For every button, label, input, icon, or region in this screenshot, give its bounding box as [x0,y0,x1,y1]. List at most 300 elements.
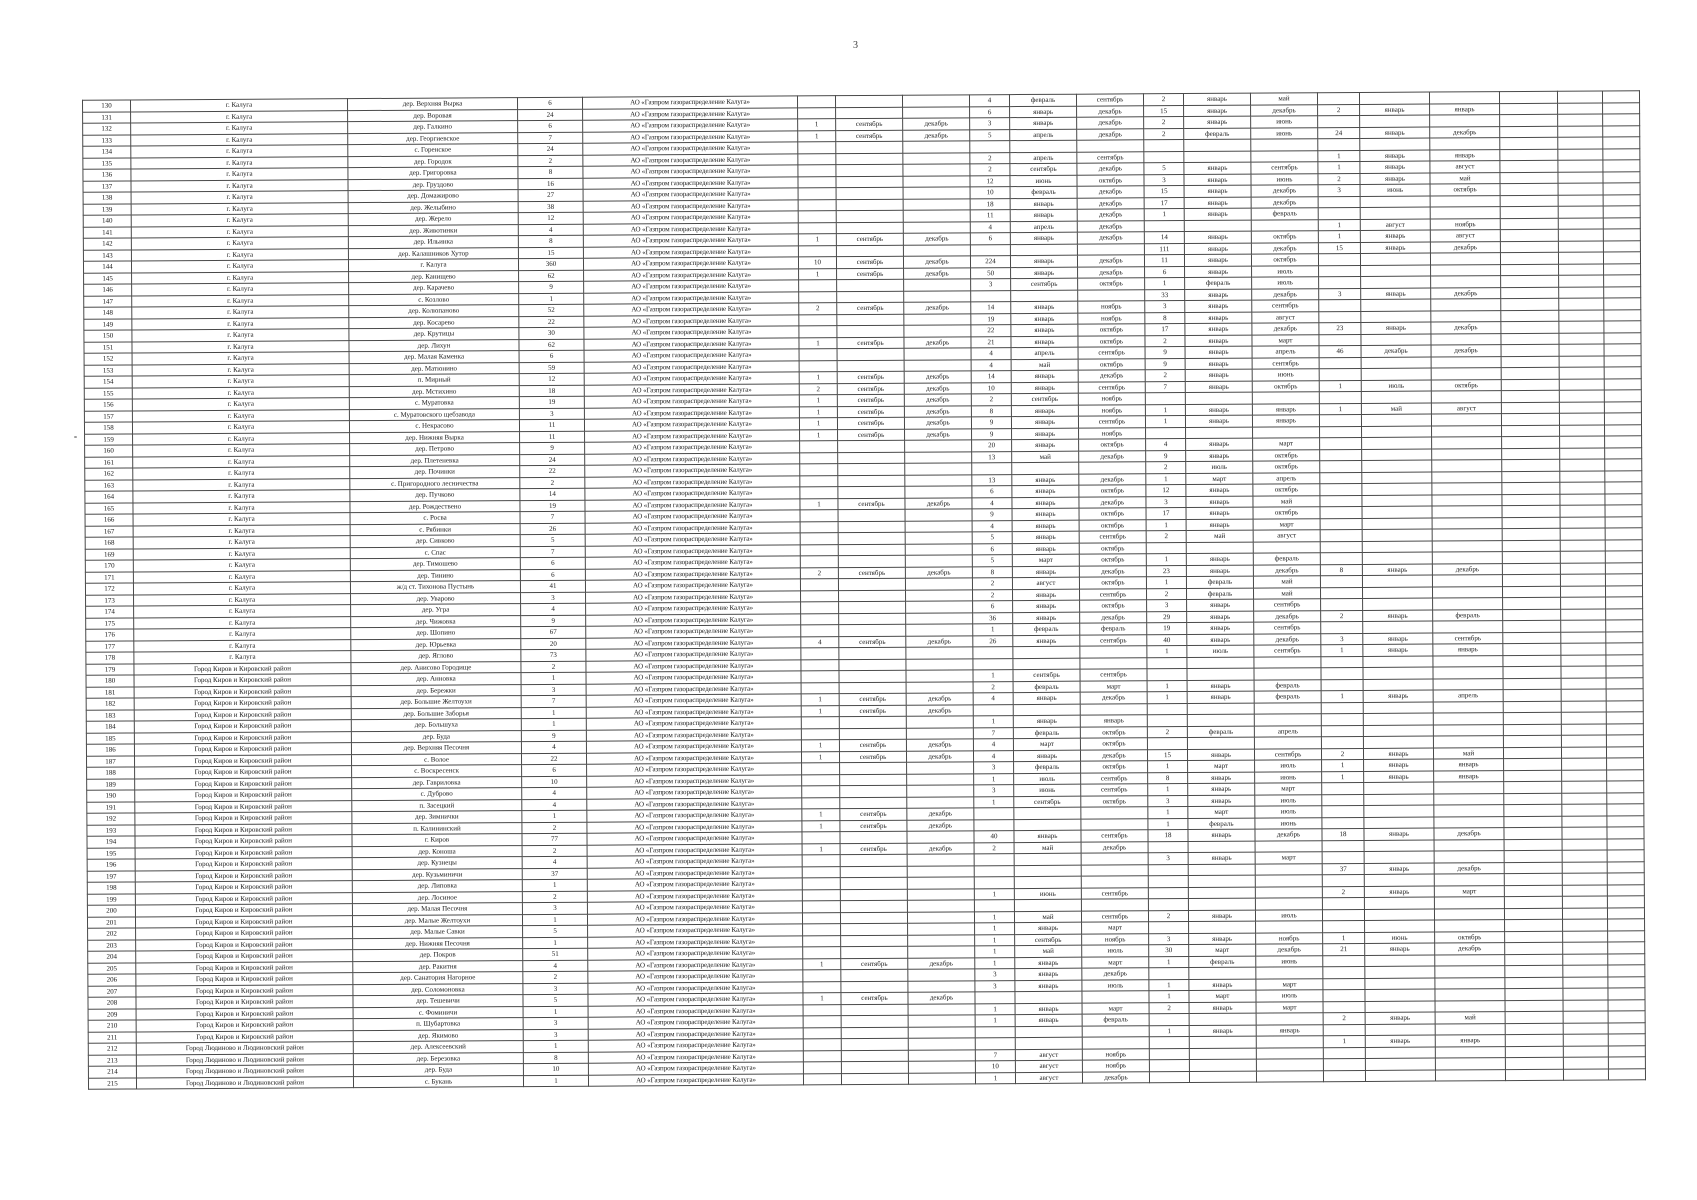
period1-count-cell [800,510,838,522]
period3-month-to-cell: ноябрь [1256,932,1323,944]
period4-count-cell [1320,575,1362,587]
connections-count-cell: 6 [520,557,585,569]
period2-month-to-cell: декабрь [1077,197,1144,209]
period2-count-cell: 2 [973,681,1013,693]
period3-month-from-cell: январь [1184,231,1251,243]
row-number-cell: 166 [85,514,133,526]
empty-cell [1562,861,1607,873]
period2-count-cell: 9 [972,428,1012,440]
period4-month-to-cell [1429,92,1499,104]
period4-count-cell: 1 [1318,150,1360,162]
period2-month-to-cell: ноябрь [1078,404,1145,416]
connections-count-cell: 3 [519,408,584,420]
district-cell: г. Калуга [131,237,348,250]
period4-month-from-cell [1361,299,1431,311]
period1-month-to-cell [904,313,971,325]
empty-cell [1608,976,1645,988]
row-number-cell: 184 [86,721,134,733]
period1-month-from-cell: сентябрь [836,233,903,245]
period2-month-to-cell: сентябрь [1077,151,1144,163]
period4-count-cell: 21 [1323,943,1365,955]
period2-count-cell: 224 [970,256,1010,268]
row-number-cell: 160 [85,445,133,457]
period4-count-cell [1322,805,1364,817]
period3-month-to-cell [1254,737,1321,749]
row-number-cell: 214 [88,1066,136,1078]
period4-count-cell: 46 [1319,345,1361,357]
period3-count-cell: 29 [1147,611,1187,623]
empty-cell [1608,953,1645,965]
settlement-cell: ж/д ст. Тихонова Пустынь [350,581,520,594]
period2-month-to-cell: сентябрь [1076,94,1143,106]
period1-month-to-cell [904,359,971,371]
empty-cell [1606,746,1643,758]
settlement-cell: дер. Домажирово [348,190,518,203]
period1-count-cell [802,774,840,786]
period2-month-to-cell [1079,462,1146,474]
period4-month-from-cell [1365,1058,1435,1070]
period4-count-cell [1320,518,1362,530]
period2-month-to-cell [1078,289,1145,301]
empty-cell [1608,1045,1645,1057]
settlement-cell: п. Шубартовка [353,1018,523,1031]
district-cell: г. Калуга [131,214,348,227]
empty-cell [1505,1069,1563,1081]
connections-count-cell: 18 [519,385,584,397]
period2-month-from-cell: сентябрь [1014,796,1081,808]
period2-month-to-cell: декабрь [1077,255,1144,267]
empty-cell [1604,378,1641,390]
empty-cell [1603,102,1640,114]
period1-count-cell: 4 [801,636,839,648]
period2-month-from-cell: январь [1012,543,1079,555]
period1-count-cell [800,487,838,499]
period3-month-from-cell: январь [1188,783,1255,795]
settlement-cell: дер. Липовка [352,880,522,893]
period3-month-from-cell: январь [1185,289,1252,301]
row-number-cell: 134 [83,146,131,158]
period3-month-to-cell: апрель [1254,725,1321,737]
row-number-cell: 149 [84,318,132,330]
period3-count-cell: 1 [1149,979,1189,991]
period4-month-to-cell: ноябрь [1430,218,1500,230]
period4-month-from-cell [1362,529,1432,541]
period2-count-cell: 1 [974,796,1014,808]
period2-month-to-cell: сентябрь [1081,772,1148,784]
period3-month-to-cell: январь [1256,1024,1323,1036]
period1-month-from-cell [836,245,903,257]
period4-month-to-cell [1435,966,1505,978]
period2-month-from-cell: февраль [1013,623,1080,635]
period1-month-from-cell [840,854,907,866]
period1-month-to-cell [908,934,975,946]
empty-cell [1604,298,1641,310]
period2-month-from-cell: январь [1012,566,1079,578]
period4-month-to-cell: апрель [1433,690,1503,702]
period4-count-cell [1322,851,1364,863]
period2-count-cell [970,244,1010,256]
period1-count-cell [802,797,840,809]
period4-month-from-cell [1365,920,1435,932]
period1-month-from-cell: сентябрь [839,705,906,717]
period4-month-to-cell [1432,575,1502,587]
period2-count-cell: 4 [972,520,1012,532]
organization-cell: АО «Газпром газораспределение Калуга» [587,774,802,787]
period2-count-cell: 4 [973,750,1013,762]
period2-month-from-cell: январь [1012,485,1079,497]
district-cell: Город Киров и Кировский район [134,720,351,733]
period4-month-to-cell [1435,920,1505,932]
district-cell: г. Калуга [133,501,350,514]
period4-month-to-cell [1433,724,1503,736]
period2-month-to-cell: июль [1082,979,1149,991]
empty-cell [1603,171,1640,183]
period3-count-cell [1144,151,1184,163]
empty-cell [1558,183,1603,195]
connections-count-cell: 1 [523,1075,588,1087]
settlement-cell: дер. Калашников Хутор [348,247,518,260]
period2-count-cell: 5 [970,129,1010,141]
empty-cell [1560,585,1605,597]
empty-cell [1501,413,1559,425]
period4-count-cell [1323,966,1365,978]
settlement-cell: дер. Малые Желтоухи [352,914,522,927]
period4-month-to-cell: октябрь [1435,931,1505,943]
period2-month-from-cell: январь [1011,370,1078,382]
period1-month-to-cell [907,773,974,785]
empty-cell [1603,194,1640,206]
period4-month-to-cell: январь [1434,770,1504,782]
period4-month-from-cell [1362,518,1432,530]
period4-month-from-cell: январь [1364,863,1434,875]
empty-cell [1563,1068,1608,1080]
period1-count-cell [801,659,839,671]
period3-month-from-cell [1187,703,1254,715]
settlement-cell: дер. Канищево [349,270,519,283]
period3-count-cell: 1 [1149,956,1189,968]
period4-month-to-cell [1434,908,1504,920]
row-number-cell: 190 [87,790,135,802]
empty-cell [1560,574,1605,586]
settlement-cell: дер. Малые Савки [353,926,523,939]
period2-month-from-cell: январь [1011,336,1078,348]
period1-month-from-cell [838,452,905,464]
period4-month-from-cell [1362,506,1432,518]
period2-count-cell: 1 [975,1003,1015,1015]
period2-count-cell: 4 [969,95,1009,107]
period4-month-from-cell: август [1360,219,1430,231]
page-number: 3 [853,40,858,51]
period1-month-from-cell [837,360,904,372]
district-cell: г. Калуга [132,352,349,365]
settlement-cell: дер. Пучково [350,489,520,502]
row-number-cell: 215 [88,1077,136,1089]
empty-cell [1603,206,1640,218]
connections-count-cell: 2 [521,661,586,673]
empty-cell [1500,252,1558,264]
connections-count-cell: 7 [520,546,585,558]
period1-month-from-cell [837,314,904,326]
period3-month-from-cell [1188,887,1255,899]
period4-month-to-cell [1432,448,1502,460]
period2-month-from-cell: январь [1011,405,1078,417]
period3-count-cell: 11 [1144,255,1184,267]
connections-count-cell: 4 [521,603,586,615]
period2-month-from-cell [1014,853,1081,865]
period3-month-to-cell: июль [1256,990,1323,1002]
district-cell: Город Киров и Кировский район [135,892,352,905]
empty-cell [1501,310,1559,322]
empty-cell [1563,1022,1608,1034]
period3-month-to-cell [1256,1059,1323,1071]
period1-month-to-cell: декабрь [906,635,973,647]
empty-cell [1500,206,1558,218]
period4-count-cell: 15 [1318,242,1360,254]
period2-month-to-cell: сентябрь [1081,887,1148,899]
organization-cell: АО «Газпром газораспределение Калуга» [584,406,799,419]
period4-month-from-cell [1363,621,1433,633]
period3-count-cell: 2 [1147,726,1187,738]
period2-count-cell: 6 [972,543,1012,555]
period1-month-from-cell [835,95,902,107]
period1-count-cell [800,452,838,464]
period1-month-from-cell: сентябрь [837,268,904,280]
period1-month-from-cell [841,1004,908,1016]
period4-month-to-cell [1431,414,1501,426]
organization-cell: АО «Газпром газораспределение Калуга» [587,797,802,810]
period1-count-cell [803,935,841,947]
empty-cell [1503,620,1561,632]
district-cell: г. Калуга [132,306,349,319]
period3-month-to-cell: октябрь [1251,254,1318,266]
empty-cell [1607,873,1644,885]
empty-cell [1604,275,1641,287]
empty-cell [1504,873,1562,885]
period4-month-from-cell: январь [1360,104,1430,116]
period3-count-cell: 4 [1146,439,1186,451]
period2-month-to-cell: ноябрь [1078,301,1145,313]
period4-month-to-cell [1434,874,1504,886]
period1-count-cell [801,682,839,694]
period1-month-from-cell [837,291,904,303]
period4-month-to-cell [1432,529,1502,541]
empty-cell [1606,723,1643,735]
period4-count-cell [1321,713,1363,725]
organization-cell: АО «Газпром газораспределение Калуга» [584,418,799,431]
period1-month-from-cell: сентябрь [839,739,906,751]
period4-month-from-cell [1363,713,1433,725]
empty-cell [1559,355,1604,367]
period4-count-cell [1321,736,1363,748]
period3-count-cell: 2 [1143,94,1183,106]
period2-month-to-cell: сентябрь [1078,381,1145,393]
period3-month-from-cell: январь [1185,312,1252,324]
period2-month-to-cell: октябрь [1079,519,1146,531]
settlement-cell: дер. Косарево [349,316,519,329]
district-cell: Город Людиново и Людиновский район [136,1076,353,1089]
district-cell: Город Киров и Кировский район [134,662,351,675]
empty-cell [1605,459,1642,471]
empty-cell [1500,229,1558,241]
period3-month-from-cell: январь [1187,622,1254,634]
empty-cell [1501,379,1559,391]
period1-count-cell [797,96,835,108]
period3-month-from-cell: январь [1186,507,1253,519]
period1-count-cell [801,590,839,602]
empty-cell [1560,459,1605,471]
connections-count-cell: 2 [522,822,587,834]
period4-count-cell [1322,909,1364,921]
empty-cell [1561,677,1606,689]
row-number-cell: 148 [84,307,132,319]
district-cell: Город Киров и Кировский район [136,938,353,951]
period3-count-cell: 30 [1149,945,1189,957]
period4-count-cell: 2 [1322,886,1364,898]
period4-count-cell [1319,368,1361,380]
period4-month-to-cell [1433,701,1503,713]
period1-count-cell [798,165,836,177]
district-cell: г. Калуга [133,432,350,445]
period1-count-cell [798,153,836,165]
period1-month-from-cell [840,912,907,924]
period2-month-from-cell: январь [1011,301,1078,313]
connections-count-cell: 360 [518,258,583,270]
period1-month-to-cell: декабрь [907,808,974,820]
period4-month-from-cell: январь [1360,161,1430,173]
period2-count-cell: 10 [970,187,1010,199]
organization-cell: АО «Газпром газораспределение Калуга» [583,222,798,235]
period2-count-cell: 1 [975,946,1015,958]
period4-month-to-cell [1431,391,1501,403]
period1-month-to-cell [903,106,970,118]
period4-month-from-cell [1360,253,1430,265]
settlement-cell: дер. Петрово [350,443,520,456]
period4-month-to-cell [1431,356,1501,368]
period4-count-cell [1323,1047,1365,1059]
period3-month-from-cell: февраль [1187,726,1254,738]
period2-month-from-cell: январь [1012,474,1079,486]
settlement-cell: дер. Анновка [351,673,521,686]
period2-count-cell: 4 [970,221,1010,233]
settlement-cell: дер. Галкино [348,121,518,134]
empty-cell [1500,114,1558,126]
period2-count-cell: 1 [974,888,1014,900]
period4-month-to-cell [1432,460,1502,472]
period3-count-cell [1147,703,1187,715]
row-number-cell: 143 [83,249,131,261]
period1-count-cell [798,199,836,211]
period3-month-from-cell: январь [1186,519,1253,531]
period1-count-cell [802,912,840,924]
period2-count-cell: 26 [973,635,1013,647]
period3-count-cell: 8 [1145,312,1185,324]
period1-count-cell: 1 [800,498,838,510]
empty-cell [1502,436,1560,448]
row-number-cell: 167 [85,525,133,537]
period3-count-cell: 2 [1144,117,1184,129]
empty-cell [1561,631,1606,643]
district-cell: Город Киров и Кировский район [134,731,351,744]
empty-cell [1559,275,1604,287]
period4-month-to-cell: февраль [1433,609,1503,621]
period4-month-to-cell: август [1430,230,1500,242]
empty-cell [1608,1022,1645,1034]
empty-cell [1605,505,1642,517]
period1-count-cell: 1 [801,751,839,763]
period4-month-from-cell [1362,575,1432,587]
period4-count-cell [1321,679,1363,691]
period1-month-to-cell [903,244,970,256]
period2-count-cell [973,704,1013,716]
period2-count-cell: 6 [970,106,1010,118]
period4-month-to-cell [1434,897,1504,909]
district-cell: г. Калуга [130,99,347,112]
period3-count-cell: 1 [1148,818,1188,830]
period2-month-to-cell: декабрь [1080,692,1147,704]
connections-count-cell: 9 [520,442,585,454]
period1-month-to-cell: декабрь [903,256,970,268]
empty-cell [1602,91,1639,103]
period2-count-cell [975,1026,1015,1038]
settlement-cell: дер. Ракитня [353,960,523,973]
empty-cell [1608,965,1645,977]
connections-count-cell: 10 [522,776,587,788]
period4-month-from-cell [1364,851,1434,863]
period2-month-to-cell: март [1082,956,1149,968]
period3-count-cell: 3 [1144,174,1184,186]
period4-month-from-cell [1363,667,1433,679]
period3-count-cell: 2 [1149,1002,1189,1014]
period2-month-from-cell: август [1012,577,1079,589]
period3-count-cell: 2 [1146,462,1186,474]
period1-month-from-cell [840,889,907,901]
connections-count-cell: 9 [521,615,586,627]
period2-month-to-cell [1081,818,1148,830]
period4-month-to-cell [1433,678,1503,690]
period2-month-from-cell [1015,1026,1082,1038]
period3-month-to-cell [1256,921,1323,933]
period3-month-to-cell: июль [1255,909,1322,921]
period3-month-to-cell: март [1256,1001,1323,1013]
district-cell: Город Киров и Кировский район [134,743,351,756]
empty-cell [1559,367,1604,379]
period3-month-from-cell: март [1188,806,1255,818]
period3-month-from-cell: январь [1186,553,1253,565]
period4-count-cell [1323,1001,1365,1013]
row-number-cell: 169 [85,548,133,560]
period2-month-from-cell: январь [1014,830,1081,842]
period3-month-from-cell: январь [1186,484,1253,496]
period4-count-cell [1322,794,1364,806]
period1-month-from-cell [841,1015,908,1027]
period2-month-to-cell: март [1082,1002,1149,1014]
row-number-cell: 137 [83,180,131,192]
period2-month-from-cell: январь [1015,957,1082,969]
district-cell: г. Калуга [131,133,348,146]
period3-month-from-cell [1188,864,1255,876]
period1-count-cell [803,970,841,982]
organization-cell: АО «Газпром газораспределение Калуга» [586,659,801,672]
period3-month-to-cell: июнь [1251,116,1318,128]
period3-month-from-cell: январь [1187,599,1254,611]
settlement-cell: с. Муратовского щебзавода [349,408,519,421]
empty-cell [1603,217,1640,229]
period3-month-to-cell: декабрь [1253,564,1320,576]
organization-cell: АО «Газпром газораспределение Калуга» [587,878,802,891]
period3-month-from-cell: январь [1185,404,1252,416]
empty-cell [1605,436,1642,448]
period2-month-from-cell: июнь [1014,888,1081,900]
